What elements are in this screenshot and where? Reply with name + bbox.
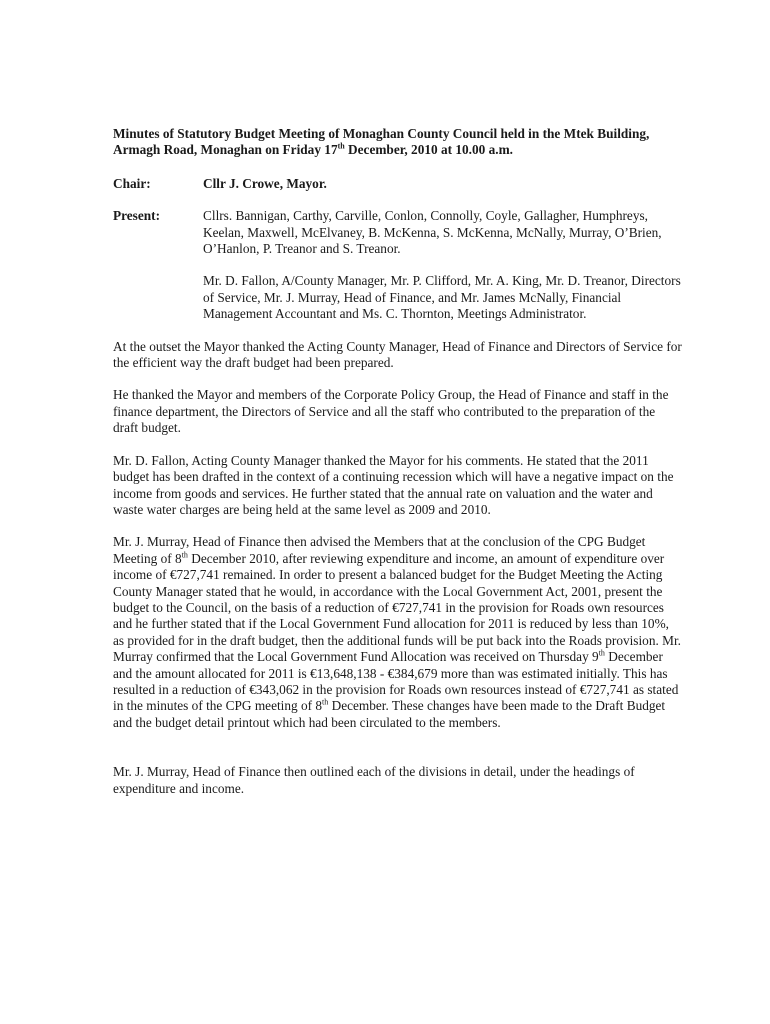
paragraph-mayor-thanks: At the outset the Mayor thanked the Acting County Manager, Head of Finance and Directors of Service for the efficient way the draft budget had been prepared. — [113, 338, 682, 371]
chair-label: Chair: — [113, 175, 151, 191]
title-date-suffix: th — [337, 141, 345, 151]
paragraph-thanks-cpg: He thanked the Mayor and members of the Corporate Policy Group, the Head of Finance and staff in the finance department, the Directors of Service and all the staff who contributed to the preparation of the draft budget. — [113, 387, 669, 436]
p4-text-c: December and the amount allocated for 2011 is €13,648,138 - €384,679 more than was estimated initially. This has resulted in a reduction of €343,062 in the provision for Roads own resources instead of €727,741 as stated in the minutes of the CPG meeting of 8 — [113, 649, 679, 714]
paragraph-head-of-finance — [113, 534, 683, 731]
document-page — [113, 126, 683, 813]
present-councillors: Cllrs. Bannigan, Carthy, Carville, Conlon, Connolly, Coyle, Gallagher, Humphreys, Keelan, Maxwell, McElvaney, B. McKenna, S. McKenna, McNally, Murray, O’Brien, O’Hanlon, P. Treanor and S. Treanor. — [203, 208, 662, 257]
present-officials: Mr. D. Fallon, A/County Manager, Mr. P. Clifford, Mr. A. King, Mr. D. Treanor, Directors of Service, Mr. J. Murray, Head of Finance, and Mr. James McNally, Financial Management Accountant and Ms. C. Thornton, Meetings Administrator. — [203, 273, 681, 322]
chair-value: Cllr J. Crowe, Mayor. — [203, 175, 327, 191]
title-text-part2: December, 2010 at 10.00 a.m. — [344, 142, 513, 158]
p4-text-a: Mr. J. Murray, Head of Finance then advised the Members that at the conclusion of the CPG Budget Meeting of 8 — [113, 534, 646, 566]
title-text-part1: Minutes of Statutory Budget Meeting of Monaghan County Council held in the Mtek Building, Armagh Road, Monaghan on Friday 17 — [113, 126, 650, 158]
chair-row — [113, 176, 683, 192]
p4-sup-3: th — [322, 697, 329, 707]
present-row — [113, 208, 683, 322]
p4-text-b: December 2010, after reviewing expenditure and income, an amount of expenditure over income of €727,741 remained. In order to present a balanced budget for the Budget Meeting the Acting County Manager stated that he would, in accordance with the Local Government Act, 2001, present the budget to the Council, on the basis of a reduction of €727,741 in the provision for Roads own resources and he further stated that if the Local Government Fund allocation for 2011 is reduced by less than 10%, as provided for in the draft budget, then the additional funds will be put back into the Roads provision. Mr. Murray confirmed that the Local Government Fund Allocation was received on Thursday 9 — [113, 550, 681, 665]
p4-text-d: December. These changes have been made to the Draft Budget and the budget detail printout which had been circulated to the members. — [113, 698, 666, 730]
p4-sup-1: th — [181, 550, 188, 560]
paragraph-divisions-outline: Mr. J. Murray, Head of Finance then outlined each of the divisions in detail, under the headings of expenditure and income. — [113, 764, 635, 796]
paragraph-manager-statement: Mr. D. Fallon, Acting County Manager thanked the Mayor for his comments. He stated that the 2011 budget has been drafted in the context of a continuing recession which will have a negative impact on the income from goods and services. He further stated that the annual rate on valuation and the water and waste water charges are being held at the same level as 2009 and 2010. — [113, 452, 674, 517]
minutes-title — [113, 126, 683, 159]
present-value — [203, 208, 683, 322]
present-label: Present: — [113, 208, 161, 224]
p4-sup-2: th — [598, 648, 605, 658]
